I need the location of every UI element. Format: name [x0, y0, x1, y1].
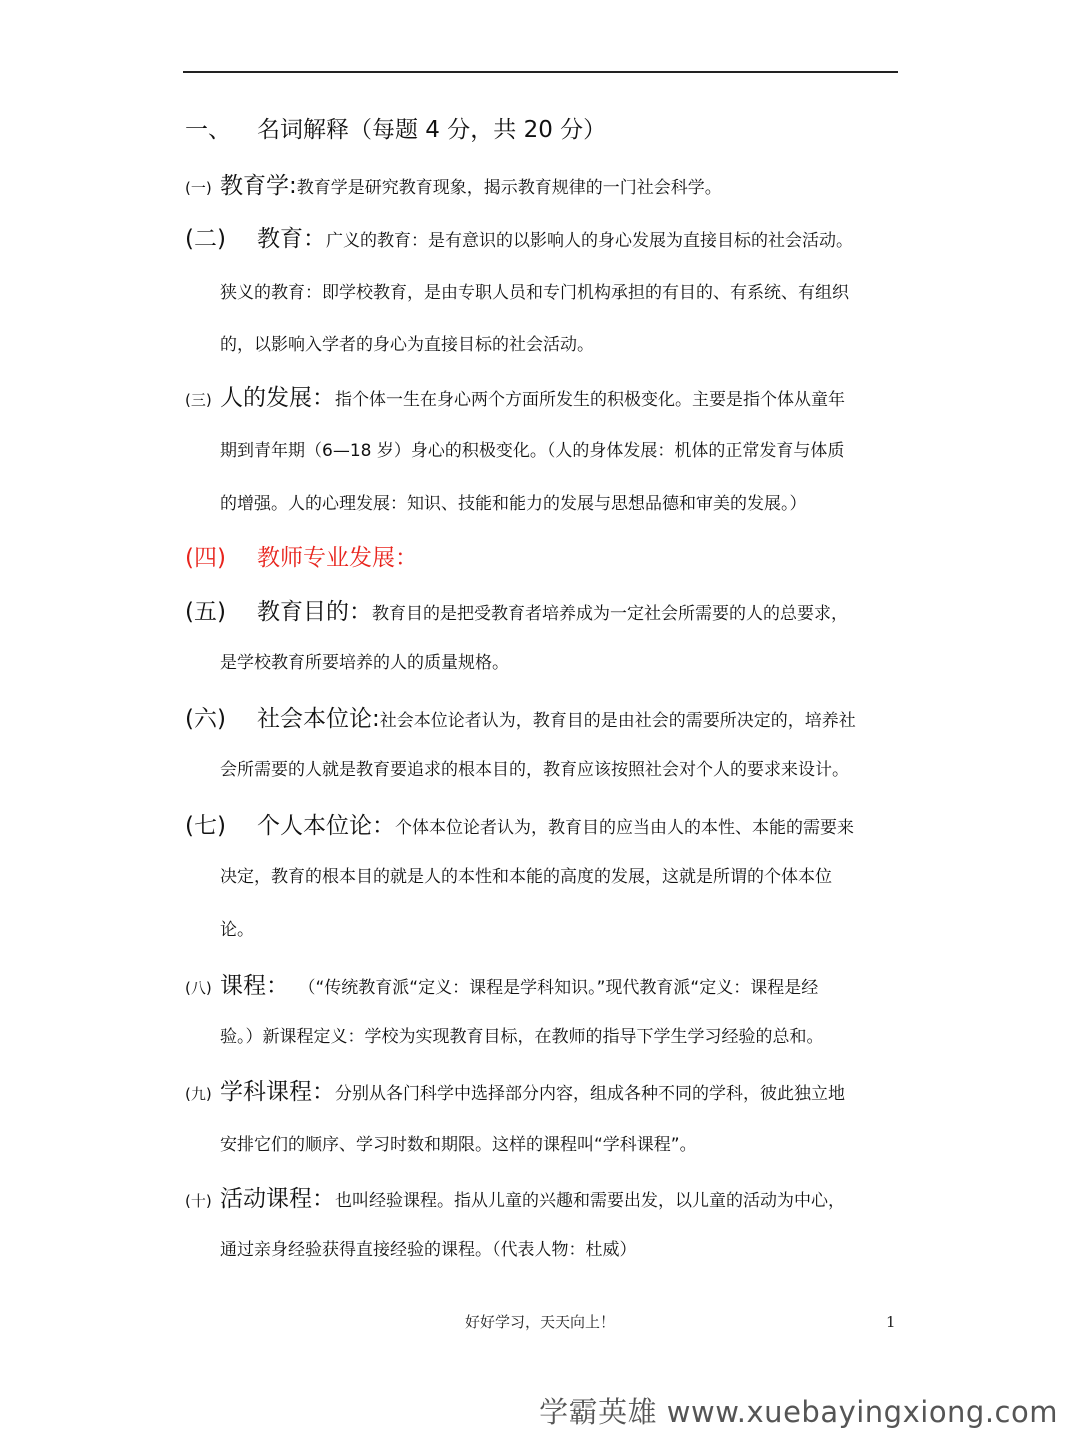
- entry-number: (一): [185, 179, 212, 197]
- term-entry-9: (九) 学科课程：分别从各门科学中选择部分内容，组成各种不同的学科，彼此独立地 安排它们的顺序、学习时数和期限。这样的课程叫“学科课程”。: [185, 1067, 905, 1170]
- footer-motto: 好好学习，天天向上！: [464, 1313, 615, 1331]
- entry-number: (九): [185, 1085, 212, 1103]
- entry-number: (三): [185, 391, 212, 409]
- term-entry-7: (七) 个人本位论：个体本位论者认为，教育目的应当由人的本性、本能的需要来 决定，教育的根本目的就是人的本性和本能的高度的发展，这就是所谓的个体本位 论。: [185, 801, 905, 955]
- header-rule: [183, 71, 898, 73]
- entry-text: 的增强。人的心理发展：知识、技能和能力的发展与思想品德和审美的发展。）: [220, 494, 807, 514]
- section-number: 一、: [185, 117, 231, 143]
- term-entry-3: (三) 人的发展：指个体一生在身心两个方面所发生的积极变化。主要是指个体从童年 期到青年期（6—18 岁）身心的积极变化。（人的身体发展：机体的正常发育与体质 的增强。人的心理发展：知识、技能和能力的发展与思想品德和审美的发展。）: [185, 373, 905, 529]
- entry-term: 课程: [220, 973, 266, 999]
- entry-term: 教育目的: [257, 599, 349, 625]
- entry-term: 人的发展: [220, 385, 312, 411]
- site-watermark: 学霸英雄 www.xuebayingxiong.com: [539, 1395, 1058, 1429]
- term-entry-8: (八) 课程： （“传统教育派“定义：课程是学科知识。”现代教育派“定义：课程是经 验。）新课程定义：学校为实现教育目标，在教师的指导下学生学习经验的总和。: [185, 961, 905, 1062]
- entry-text: 通过亲身经验获得直接经验的课程。（代表人物：杜威）: [220, 1240, 637, 1260]
- entry-text: 的，以影响入学者的身心为直接目标的社会活动。: [220, 335, 594, 355]
- section-title: 名词解释（每题 4 分，共 20 分）: [257, 117, 607, 143]
- entry-term: 教师专业发展: [257, 545, 395, 571]
- entry-text: 教育目的是把受教育者培养成为一定社会所需要的人的总要求，: [372, 604, 848, 624]
- entry-text: 期到青年期（6—18 岁）身心的积极变化。（人的身体发展：机体的正常发育与体质: [220, 441, 845, 461]
- entry-number: (二): [185, 226, 226, 252]
- entry-text: 验。）新课程定义：学校为实现教育目标，在教师的指导下学生学习经验的总和。: [220, 1027, 824, 1047]
- entry-text: （“传统教育派“定义：课程是学科知识。”现代教育派“定义：课程是经: [307, 978, 819, 998]
- entry-term: 学科课程: [220, 1079, 312, 1105]
- entry-text: 决定，教育的根本目的就是人的本性和本能的高度的发展，这就是所谓的个体本位: [220, 867, 832, 887]
- entry-number: (五): [185, 599, 226, 625]
- entry-term: 个人本位论: [257, 813, 372, 839]
- term-entry-1: (一) 教育学:教育学是研究教育现象，揭示教育规律的一门社会科学。: [185, 161, 905, 211]
- term-entry-4: (四) 教师专业发展：: [185, 533, 905, 583]
- entry-term: 教育: [257, 226, 303, 252]
- entry-text: 也叫经验课程。指从儿童的兴趣和需要出发，以儿童的活动为中心，: [335, 1191, 845, 1211]
- entry-text: 狭义的教育：即学校教育，是由专职人员和专门机构承担的有目的、有系统、有组织: [220, 283, 849, 303]
- entry-text: 是学校教育所要培养的人的质量规格。: [220, 653, 509, 673]
- term-entry-2: (二) 教育：广义的教育：是有意识的以影响人的身心发展为直接目标的社会活动。 狭义的教育：即学校教育，是由专职人员和专门机构承担的有目的、有系统、有组织 的，以影响入学者的身心为直接目标的社会活动。: [185, 214, 905, 370]
- entry-number: (八): [185, 979, 212, 997]
- entry-text: 个体本位论者认为，教育目的应当由人的本性、本能的需要来: [395, 818, 854, 838]
- page-number: 1: [886, 1313, 896, 1331]
- entry-text: 广义的教育：是有意识的以影响人的身心发展为直接目标的社会活动。: [326, 231, 853, 251]
- entry-text: 分别从各门科学中选择部分内容，组成各种不同的学科，彼此独立地: [335, 1084, 845, 1104]
- entry-term: 教育学: [220, 173, 289, 199]
- section-heading: [185, 112, 606, 148]
- term-entry-10: (十) 活动课程：也叫经验课程。指从儿童的兴趣和需要出发，以儿童的活动为中心， 通过亲身经验获得直接经验的课程。（代表人物：杜威）: [185, 1174, 905, 1275]
- entry-term: 活动课程: [220, 1186, 312, 1212]
- entry-number: (七): [185, 813, 226, 839]
- entry-number: (四): [185, 545, 226, 571]
- entry-text: 会所需要的人就是教育要追求的根本目的，教育应该按照社会对个人的要求来设计。: [220, 760, 849, 780]
- term-entry-5: (五) 教育目的：教育目的是把受教育者培养成为一定社会所需要的人的总要求， 是学校教育所要培养的人的质量规格。: [185, 587, 905, 688]
- entry-text: 安排它们的顺序、学习时数和期限。这样的课程叫“学科课程”。: [220, 1135, 697, 1155]
- entry-term: 社会本位论: [257, 706, 372, 732]
- entry-number: (六): [185, 706, 226, 732]
- entry-text: 论。: [220, 920, 254, 940]
- entry-text: 社会本位论者认为，教育目的是由社会的需要所决定的，培养社: [379, 711, 856, 731]
- entry-text: 指个体一生在身心两个方面所发生的积极变化。主要是指个体从童年: [335, 390, 845, 410]
- entry-number: (十): [185, 1192, 212, 1210]
- term-entry-6: (六) 社会本位论:社会本位论者认为，教育目的是由社会的需要所决定的，培养社 会所需要的人就是教育要追求的根本目的，教育应该按照社会对个人的要求来设计。: [185, 694, 905, 795]
- entry-text: 教育学是研究教育现象，揭示教育规律的一门社会科学。: [296, 178, 722, 198]
